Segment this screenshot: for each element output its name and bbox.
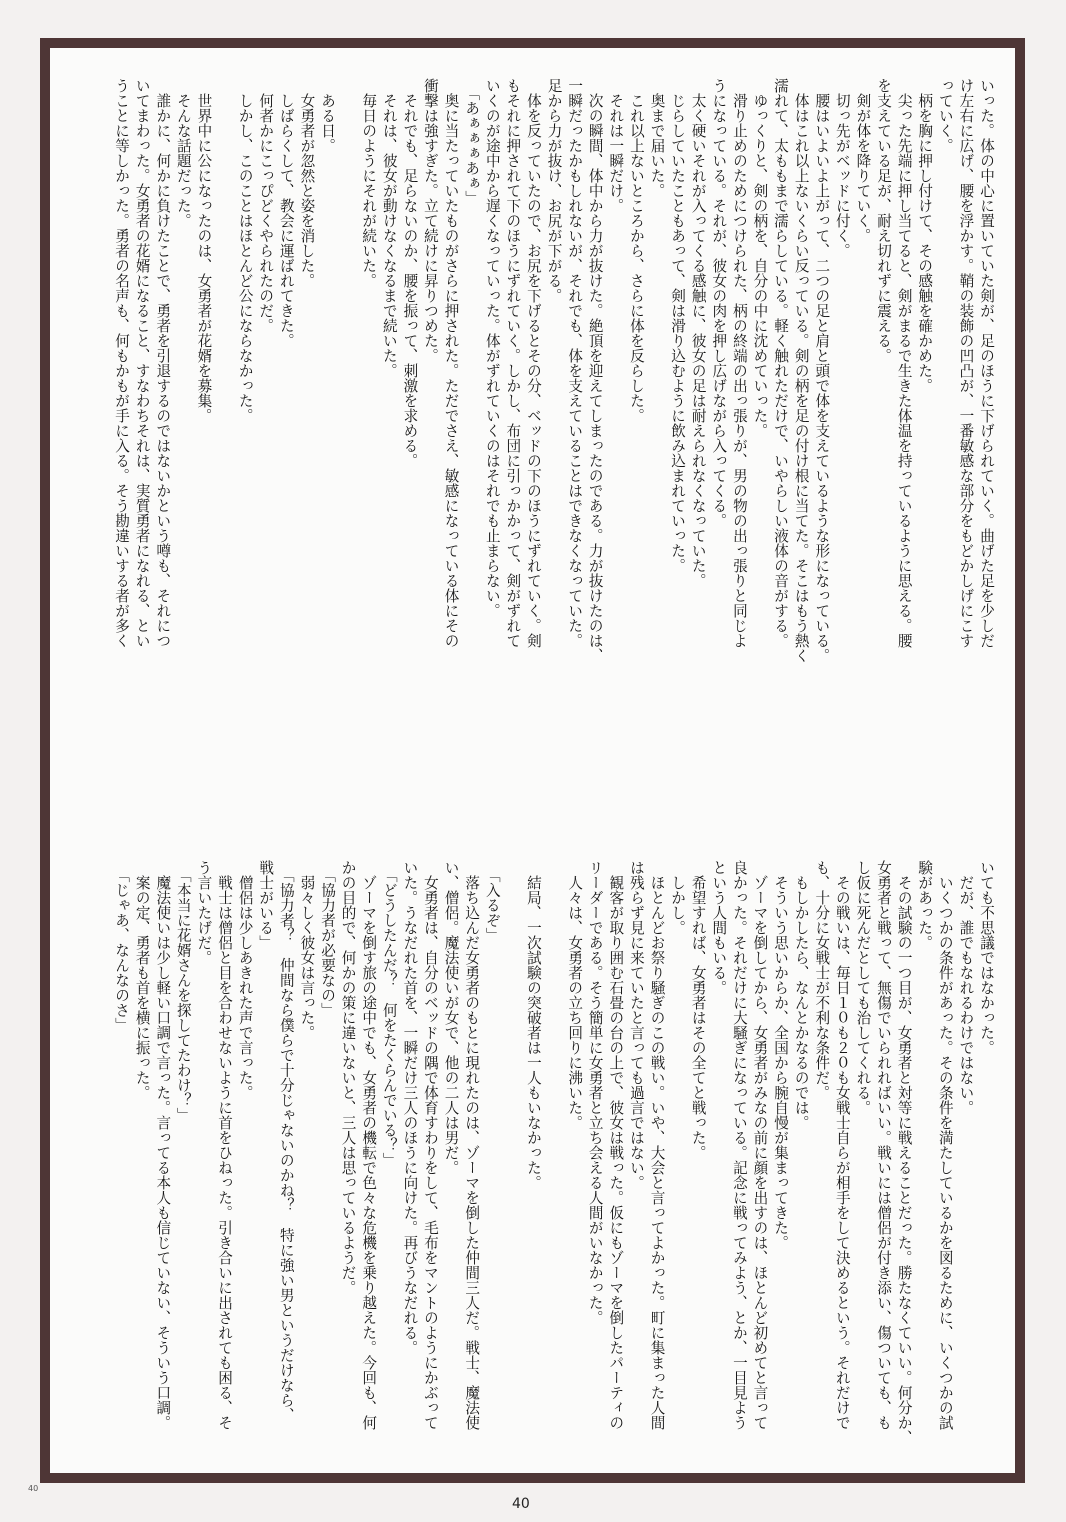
text-line: という人間もいる。: [710, 860, 728, 995]
text-line: うことに等しかった。勇者の名声も、何もかもが手に入る。そう勘違いする者が多く: [113, 78, 131, 648]
text-line: ある日。: [319, 78, 336, 153]
text-line: 「じゃあ、なんなのさ」: [113, 860, 131, 1033]
text-line: 女勇者と戦って、無傷でいられればいい。戦いには僧侶が付き添い、傷ついても、も: [875, 860, 893, 1430]
text-line: それは一瞬だけ。: [607, 78, 625, 213]
text-line: その戦いは、毎日１０も２０も女戦士自らが相手をして決めるという。それだけで: [833, 860, 851, 1430]
side-page-number: 40: [28, 1484, 39, 1493]
text-line: 「あぁぁぁあぁ」: [463, 78, 481, 206]
text-line: 一瞬だったかもしれないが、それでも、体を支えていることはできなくなっていた。: [566, 78, 584, 648]
text-line: 「協力者が必要なの」: [319, 860, 336, 1018]
text-line: も、十分に女戦士が不利な条件だ。: [813, 860, 831, 1100]
text-line: っていく。: [936, 78, 954, 153]
text-line: 毎日のようにそれが続いた。: [360, 78, 378, 288]
text-line: それは、彼女が動けなくなるまで続いた。: [380, 78, 398, 378]
text-line: 何者かにこっぴどくやられたのだ。: [257, 78, 275, 333]
text-line: [502, 860, 523, 1460]
text-line: もそれに押されて下のほうにずれていく。しかし、布団に引っかかって、剣がずれて: [504, 78, 522, 648]
text-line: いた。うなだれた首を、一瞬だけ三人のほうに向けた。再びうなだれる。: [401, 860, 419, 1355]
text-line: しかし、このことはほとんど公にならなかった。: [236, 78, 254, 423]
text-line: 太く硬いそれが入ってくる感触に、彼女の足は耐えられなくなっていた。: [689, 78, 707, 588]
text-line: け左右に広げ、腰を浮かす。鞘の装飾の凹凸が、一番敏感な部分をもどかしげにこす: [957, 78, 975, 648]
text-line: し仮に死んだとしても治してくれる。: [854, 860, 872, 1115]
text-line: 人々は、女勇者の立ち回りに沸いた。: [566, 860, 584, 1130]
text-line: ほとんどお祭り騒ぎのこの戦い。いや、大会と言ってよかった。町に集まった人間: [648, 860, 666, 1430]
text-line: リーダーである。そう簡単に女勇者と立ち会える人間がいなかった。: [586, 860, 604, 1325]
text-line: そんな話題だった。: [174, 78, 192, 228]
text-line: いくつかの条件があった。その条件を満たしているかを図るために、いくつかの試: [936, 860, 954, 1430]
text-line: それでも、足らないのか、腰を振って、刺激を求める。: [401, 78, 419, 468]
text-line: 剣が体を降りていく。: [854, 78, 872, 243]
text-line: 奥まで届いた。: [648, 78, 666, 198]
text-line: [543, 860, 564, 1460]
text-line: じらしていたこともあって、剣は滑り込むように飲み込まれていった。: [669, 78, 687, 573]
text-line: いても不思議ではなかった。: [978, 860, 995, 1055]
text-line: うになっている。それが、彼女の肉を押し広げながら入ってくる。: [710, 78, 728, 528]
text-line: 女勇者は、自分のベッドの隅で体育すわりをして、毛布をマントのようにかぶって: [421, 860, 439, 1430]
text-line: いった。体の中心に置いていた剣が、足のほうに下げられていく。曲げた足を少しだ: [978, 78, 995, 648]
text-line: 験があった。: [916, 860, 934, 950]
text-line: 柄を胸に押し付けて、その感触を確かめた。: [916, 78, 934, 393]
text-line: 次の瞬間、体中から力が抜けた。絶頂を迎えてしまったのである。力が抜けたのは、: [586, 78, 604, 663]
text-line: [213, 78, 234, 693]
text-line: 弱々しく彼女は言った。: [298, 860, 316, 1040]
page-number: 40: [512, 1496, 530, 1512]
text-block-top: [110, 78, 996, 693]
text-line: 希望すれば、女勇者はその全てと戦った。: [689, 860, 707, 1160]
text-line: 戦士がいる」: [257, 860, 275, 950]
text-line: 戦士は僧侶と目を合わせないように首をひねった。引き合いに出されても困る、そ: [216, 860, 234, 1430]
text-line: 「協力者？ 仲間なら僕らで十分じゃないのかね？ 特に強い男というだけなら、: [277, 860, 295, 1423]
text-line: 世界中に公になったのは、女勇者が花婿を募集。: [195, 78, 213, 423]
text-line: 案の定、勇者も首を横に振った。: [133, 860, 151, 1100]
text-line: いてまわった。女勇者の花婿になること、すなわちそれは、実質勇者になれる、とい: [133, 78, 151, 648]
text-line: 奥に当たっていたものがさらに押された。ただでさえ、敏感になっている体にその: [442, 78, 460, 648]
text-line: ゾーマを倒してから、女勇者がみなの前に顔を出すのは、ほとんど初めてと言って: [751, 860, 769, 1430]
text-line: は残らず見に来ていたと言っても過言ではない。: [627, 860, 645, 1190]
text-line: う言いたげだ。: [195, 860, 213, 965]
text-line: 誰かに、何かに負けたことで、勇者を引退するのではないかという噂も、それにつ: [154, 78, 172, 648]
text-line: これ以上ないところから、さらに体を反らした。: [627, 78, 645, 423]
text-line: 尖った先端に押し当てると、剣がまるで生きた体温を持っているように思える。腰: [895, 78, 913, 648]
text-line: 衝撃は強すぎた。立て続けに昇りつめた。: [421, 78, 439, 363]
text-line: かの目的で、何かの策に違いないと、三人は思っているようだ。: [339, 860, 357, 1295]
text-line: 魔法使いは少し軽い口調で言った。言ってる本人も信じていない、そういう口調。: [154, 860, 172, 1430]
text-line: 観客が取り囲む石畳の台の上で、彼女は戦った。仮にもゾーマを倒したパーティの: [607, 860, 625, 1430]
text-line: 体を反っていたので、お尻を下げるとその分、ベッドの下のほうにずれていく。剣: [524, 78, 542, 648]
text-line: 「入るぞ」: [483, 860, 501, 943]
text-line: ゆっくりと、剣の柄を、自分の中に沈めていった。: [751, 78, 769, 438]
text-line: しかし。: [669, 860, 687, 935]
text-line: 「本当に花婿さんを探してたわけ？」: [174, 860, 192, 1123]
text-line: そういう思いからか、全国から腕自慢が集まってきた。: [772, 860, 790, 1250]
text-line: 良かった。それだけに大騒ぎになっている。記念に戦ってみよう、とか、一目見よう: [730, 860, 748, 1430]
text-line: 女勇者が忽然と姿を消した。: [298, 78, 316, 288]
text-line: 「どうしたんだ？ 何をたくらんでいる？」: [380, 860, 398, 1168]
text-line: しばらくして、教会に運ばれてきた。: [277, 78, 295, 348]
text-line: その試験の一つ目が、女勇者と対等に戦えることだった。勝たなくていい。何分か、: [895, 860, 913, 1445]
text-line: だが、誰でもなれるわけではない。: [957, 860, 975, 1115]
text-line: 僧侶は少しあきれた声で言った。: [236, 860, 254, 1100]
text-line: ゾーマを倒す旅の途中でも、女勇者の機転で色々な危機を乗り越えた。今回も、何: [360, 860, 378, 1430]
text-line: 結局、一次試験の突破者は一人もいなかった。: [524, 860, 542, 1190]
text-line: い、僧侶。魔法使いが女で、他の二人は男だ。: [442, 860, 460, 1175]
text-line: を支えている足が、耐え切れずに震える。: [875, 78, 893, 363]
text-line: 腰はいよいよ上がって、二つの足と肩と頭で体を支えているような形になっている。: [813, 78, 831, 663]
text-line: 足から力が抜け、お尻が下がる。: [545, 78, 563, 303]
text-line: いくのが途中から遅くなっていった。体がずれていくのはそれでも止まらない。: [483, 78, 501, 618]
text-line: 濡れて、太ももまで濡らしている。軽く触れただけで、いやらしい液体の音がする。: [772, 78, 790, 648]
text-line: [337, 78, 358, 693]
text-line: もしかしたら、なんとかなるのでは。: [792, 860, 810, 1130]
text-line: 切っ先がベッドに付く。: [833, 78, 851, 258]
text-line: 体はこれ以上ないくらい反っている。剣の柄を足の付け根に当てた。そこはもう熱く: [792, 78, 810, 663]
text-block-bottom: [110, 860, 996, 1460]
text-line: 落ち込んだ女勇者のもとに現れたのは、ゾーマを倒した仲間三人だ。戦士、魔法使: [463, 860, 481, 1430]
text-line: 滑り止めのためにつけられた、柄の終端の出っ張りが、男の物の出っ張りと同じよ: [730, 78, 748, 648]
